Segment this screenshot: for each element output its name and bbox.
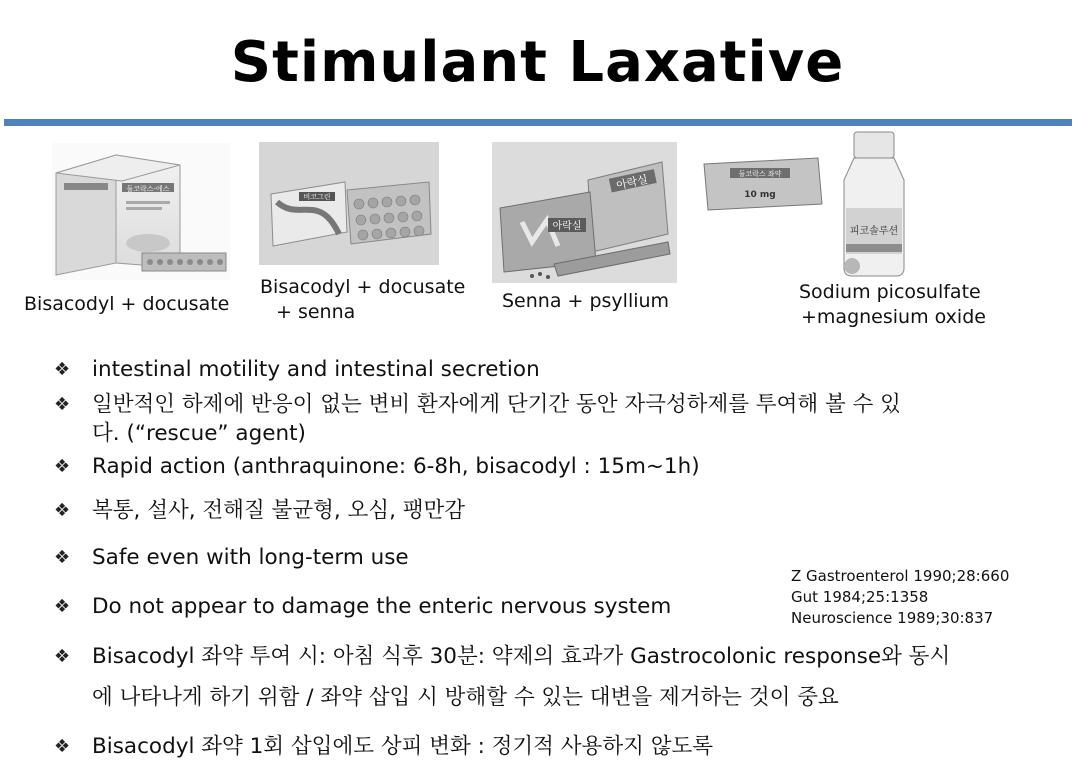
- bullet-text: Safe even with long-term use: [92, 545, 409, 570]
- product-photo-picosolution: [830, 128, 918, 278]
- caption-line: Senna + psyllium: [502, 290, 670, 312]
- bullet-diamond-icon: ❖: [54, 596, 71, 617]
- bullet-diamond-icon: ❖: [54, 394, 71, 415]
- product-caption-4: [799, 280, 986, 330]
- box-label-text: 아락실: [552, 221, 582, 232]
- reference-line: Gut 1984;25:1358: [791, 588, 929, 606]
- bullet-text: 일반적인 하제에 반응이 없는 변비 환자에게 단기간 동안 자극성하제를 투여해 볼 수 있: [92, 392, 901, 417]
- caption-line: Bisacodyl + docusate: [260, 276, 466, 298]
- product-photo-araksil: [492, 142, 677, 283]
- reference-line: Neuroscience 1989;30:837: [791, 609, 994, 627]
- bullet-text: 복통, 설사, 전해질 불균형, 오심, 팽만감: [92, 498, 466, 523]
- bullet-text: Bisacodyl 좌약 투여 시: 아침 식후 30분: 약제의 효과가 Gastrocolonic response와 동시: [92, 644, 951, 669]
- bullet-text: Do not appear to damage the enteric nervous system: [92, 594, 672, 619]
- product-caption-3: [502, 289, 669, 314]
- bottle-label-text: 피코솔루션: [849, 226, 899, 237]
- product-photo-suppository-pack: [700, 156, 825, 214]
- reference-line: Z Gastroenterol 1990;28:660: [791, 567, 1010, 585]
- product-caption-2: [260, 275, 465, 325]
- references: [791, 566, 1009, 629]
- title-divider: [4, 119, 1072, 126]
- caption-line: + senna: [276, 301, 356, 323]
- pack-label-text: 둘코락스 좌약: [738, 170, 782, 178]
- box-label-text: 아락실: [615, 172, 650, 193]
- bullet-text: Bisacodyl 좌약 1회 삽입에도 상피 변화 : 정기적 사용하지 않도록: [92, 734, 714, 759]
- bullet-text: intestinal motility and intestinal secretion: [92, 357, 540, 382]
- pack-dose-text: 10 mg: [744, 190, 776, 200]
- bullet-diamond-icon: ❖: [54, 456, 71, 477]
- bullet-diamond-icon: ❖: [54, 736, 71, 757]
- caption-line: +magnesium oxide: [801, 306, 986, 328]
- bullet-diamond-icon: ❖: [54, 500, 71, 521]
- bullet-diamond-icon: ❖: [54, 547, 71, 568]
- bullet-diamond-icon: ❖: [54, 359, 71, 380]
- caption-line: Bisacodyl + docusate: [24, 293, 230, 315]
- bullet-text: Rapid action (anthraquinone: 6-8h, bisacodyl : 15m~1h): [92, 454, 700, 479]
- bullet-diamond-icon: ❖: [54, 646, 71, 667]
- product-photo-dulcolax-s: [52, 143, 230, 280]
- slide-title: Stimulant Laxative: [230, 30, 845, 95]
- bullet-text: 다. (“rescue” agent): [92, 421, 306, 446]
- bullet-text: 에 나타나게 하기 위함 / 좌약 삽입 시 방해할 수 있는 대변을 제거하는 것이 중요: [92, 685, 839, 710]
- box-label-text: 둘코락스-에스: [126, 185, 170, 193]
- product-caption-1: [24, 292, 229, 317]
- caption-line: Sodium picosulfate: [799, 281, 981, 303]
- product-photo-bicogreen: [259, 142, 439, 265]
- box-label-text: 비코그린: [303, 193, 331, 201]
